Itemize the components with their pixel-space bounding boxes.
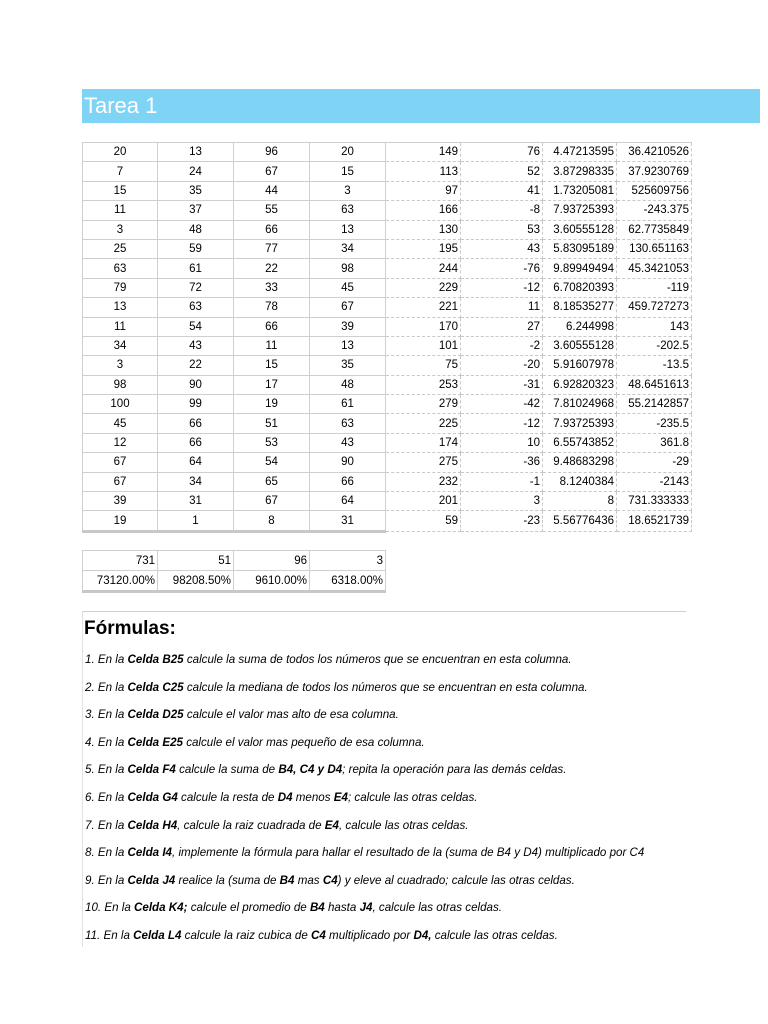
table-cell: 5.83095189: [543, 239, 617, 258]
table-cell: 66: [158, 433, 234, 452]
table-row: [83, 492, 692, 511]
table-cell: 143: [617, 317, 692, 336]
table-cell: 6.92820323: [543, 375, 617, 394]
table-cell: 361.8: [617, 433, 692, 452]
summary-row: [83, 551, 386, 571]
table-cell: 48: [310, 375, 386, 394]
table-cell: 27: [461, 317, 543, 336]
formula-text: 8. En la: [85, 846, 128, 860]
formula-text: calcule el valor mas pequeño de esa columna.: [182, 735, 425, 749]
formula-item: [85, 846, 644, 859]
table-cell: 8: [234, 511, 310, 531]
summary-cell: 3: [310, 551, 386, 571]
table-cell: 67: [83, 472, 158, 491]
formula-text: , calcule las otras celdas.: [372, 901, 503, 915]
data-table: [82, 142, 692, 533]
table-cell: 54: [158, 317, 234, 336]
table-cell: 96: [234, 143, 310, 162]
table-cell: 43: [310, 433, 386, 452]
page-title: Tarea 1: [84, 93, 158, 118]
table-cell: 6.70820393: [543, 278, 617, 297]
formula-item: [85, 901, 502, 914]
formula-text: 6. En la: [85, 791, 128, 804]
title-bar: [82, 89, 760, 123]
formula-item: [85, 681, 588, 694]
formula-text: 11. En la: [85, 929, 134, 942]
table-cell: 10: [461, 433, 543, 452]
table-cell: 61: [310, 395, 386, 414]
formula-text: ; calcule las otras celdas.: [347, 791, 478, 804]
table-cell: 9.89949494: [543, 259, 617, 278]
formula-text: 4. En la: [85, 735, 128, 749]
table-cell: 63: [310, 414, 386, 433]
table-row: [83, 414, 692, 433]
table-cell: 43: [461, 239, 543, 258]
formula-item: [85, 819, 468, 832]
table-row: [83, 143, 692, 162]
table-cell: 3.60555128: [543, 220, 617, 239]
table-cell: 35: [158, 181, 234, 200]
formula-text: multiplicado por: [325, 929, 414, 942]
formula-emphasis: Celda C25: [127, 680, 184, 694]
table-cell: 98: [310, 259, 386, 278]
formula-emphasis: E4: [333, 791, 348, 804]
table-cell: 52: [461, 162, 543, 181]
formula-item: [85, 708, 399, 721]
table-cell: 64: [158, 453, 234, 472]
table-cell: 7.93725393: [543, 201, 617, 220]
table-cell: 201: [386, 492, 461, 511]
formulas-heading: Fórmulas:: [84, 618, 176, 639]
table-cell: 98: [83, 375, 158, 394]
table-cell: 244: [386, 259, 461, 278]
table-row: [83, 278, 692, 297]
table-cell: 12: [83, 433, 158, 452]
table-cell: 67: [310, 298, 386, 317]
table-cell: 13: [158, 143, 234, 162]
formula-text: 5. En la: [85, 763, 128, 777]
table-cell: -23: [461, 511, 543, 531]
formula-emphasis: Celda D25: [127, 708, 184, 722]
table-cell: 279: [386, 395, 461, 414]
table-cell: 53: [234, 433, 310, 452]
table-cell: 6.244998: [543, 317, 617, 336]
table-cell: 3: [83, 356, 158, 375]
summary-cell: 9610.00%: [234, 571, 310, 592]
table-cell: 67: [234, 162, 310, 181]
table-cell: 31: [310, 511, 386, 531]
table-cell: 54: [234, 453, 310, 472]
formula-emphasis: C4: [310, 929, 326, 942]
table-row: [83, 511, 692, 531]
table-cell: -119: [617, 278, 692, 297]
summary-cell: 51: [158, 551, 234, 571]
table-cell: -29: [617, 453, 692, 472]
table-cell: 15: [83, 181, 158, 200]
table-cell: 221: [386, 298, 461, 317]
formula-emphasis: B4, C4 y D4: [278, 763, 343, 777]
table-cell: 149: [386, 143, 461, 162]
formula-text: , calcule las otras celdas.: [338, 818, 469, 832]
formula-text: calcule el valor mas alto de esa columna.: [183, 708, 399, 722]
table-cell: 44: [234, 181, 310, 200]
table-cell: 5.56776436: [543, 511, 617, 531]
table-cell: 166: [386, 201, 461, 220]
formula-text: calcule la mediana de todos los números que se encuentran en esta columna.: [183, 680, 588, 694]
table-cell: 34: [310, 239, 386, 258]
formula-emphasis: D4,: [413, 929, 432, 942]
table-cell: 65: [234, 472, 310, 491]
table-cell: 113: [386, 162, 461, 181]
formulas-section: [82, 611, 686, 947]
table-cell: 66: [158, 414, 234, 433]
table-cell: 15: [234, 356, 310, 375]
table-cell: 39: [83, 492, 158, 511]
table-cell: -202.5: [617, 336, 692, 355]
table-cell: 7.93725393: [543, 414, 617, 433]
table-cell: 459.727273: [617, 298, 692, 317]
table-cell: 130: [386, 220, 461, 239]
formula-emphasis: Celda B25: [127, 653, 184, 666]
table-cell: 55.2142857: [617, 395, 692, 414]
table-row: [83, 433, 692, 452]
table-cell: 130.651163: [617, 239, 692, 258]
table-cell: 35: [310, 356, 386, 375]
table-row: [83, 336, 692, 355]
table-cell: 11: [461, 298, 543, 317]
formula-item: [85, 736, 425, 749]
table-cell: 66: [234, 220, 310, 239]
table-cell: 62.7735849: [617, 220, 692, 239]
formula-emphasis: Celda G4: [127, 791, 178, 804]
table-cell: -12: [461, 414, 543, 433]
table-cell: 67: [234, 492, 310, 511]
table-cell: 19: [83, 511, 158, 531]
table-cell: 63: [83, 259, 158, 278]
formula-text: 3. En la: [85, 708, 128, 722]
table-cell: 59: [386, 511, 461, 531]
table-cell: 101: [386, 336, 461, 355]
summary-cell: 6318.00%: [310, 571, 386, 592]
table-cell: 51: [234, 414, 310, 433]
formula-text: calcule la raiz cubica de: [181, 929, 311, 942]
table-cell: 1: [158, 511, 234, 531]
table-cell: 33: [234, 278, 310, 297]
table-cell: 67: [83, 453, 158, 472]
formula-text: 7. En la: [85, 818, 128, 832]
table-cell: 99: [158, 395, 234, 414]
table-cell: 66: [310, 472, 386, 491]
table-cell: 15: [310, 162, 386, 181]
table-cell: 20: [310, 143, 386, 162]
table-cell: 79: [83, 278, 158, 297]
summary-cell: 73120.00%: [83, 571, 158, 592]
formula-text: , implemente la fórmula para hallar el resultado de la (suma de B4 y D4) multiplicado por C4: [172, 846, 645, 860]
table-cell: 78: [234, 298, 310, 317]
table-row: [83, 239, 692, 258]
table-row: [83, 181, 692, 200]
table-cell: 225: [386, 414, 461, 433]
table-cell: 63: [310, 201, 386, 220]
table-cell: 36.4210526: [617, 143, 692, 162]
formula-text: mas: [294, 873, 323, 887]
table-cell: 72: [158, 278, 234, 297]
table-cell: 37: [158, 201, 234, 220]
summary-table: [82, 550, 386, 593]
table-cell: 170: [386, 317, 461, 336]
table-cell: 90: [310, 453, 386, 472]
table-cell: 34: [83, 336, 158, 355]
table-row: [83, 375, 692, 394]
table-row: [83, 298, 692, 317]
formula-text: calcule la suma de: [175, 763, 279, 777]
table-cell: 39: [310, 317, 386, 336]
table-cell: 195: [386, 239, 461, 258]
table-cell: 41: [461, 181, 543, 200]
formula-emphasis: Celda K4;: [134, 901, 188, 915]
table-cell: 7: [83, 162, 158, 181]
table-cell: 3: [83, 220, 158, 239]
table-cell: 8.1240384: [543, 472, 617, 491]
table-row: [83, 259, 692, 278]
formula-text: calcule la suma de todos los números que se encuentran en esta columna.: [183, 653, 572, 666]
formula-text: calcule las otras celdas.: [431, 929, 558, 942]
formula-text: 1. En la: [85, 653, 128, 666]
table-cell: 43: [158, 336, 234, 355]
table-cell: 75: [386, 356, 461, 375]
table-cell: 13: [310, 220, 386, 239]
table-cell: -20: [461, 356, 543, 375]
table-cell: -8: [461, 201, 543, 220]
table-cell: 77: [234, 239, 310, 258]
table-cell: 13: [83, 298, 158, 317]
table-row: [83, 356, 692, 375]
table-cell: 53: [461, 220, 543, 239]
table-row: [83, 453, 692, 472]
formula-emphasis: C4: [322, 873, 338, 887]
summary-cell: 731: [83, 551, 158, 571]
table-cell: 20: [83, 143, 158, 162]
formula-emphasis: J4: [359, 901, 373, 915]
formula-emphasis: Celda E25: [127, 735, 183, 749]
table-cell: 25: [83, 239, 158, 258]
summary-cell: 96: [234, 551, 310, 571]
table-cell: 13: [310, 336, 386, 355]
table-cell: -2143: [617, 472, 692, 491]
table-cell: 229: [386, 278, 461, 297]
formula-text: hasta: [324, 901, 360, 915]
table-cell: 48.6451613: [617, 375, 692, 394]
formula-emphasis: Celda H4: [127, 818, 178, 832]
table-cell: 8: [543, 492, 617, 511]
formula-text: , calcule la raiz cuadrada de: [177, 818, 325, 832]
summary-row: [83, 571, 386, 592]
table-cell: 100: [83, 395, 158, 414]
formula-emphasis: E4: [324, 818, 339, 832]
summary-cell: 98208.50%: [158, 571, 234, 592]
table-cell: 253: [386, 375, 461, 394]
table-cell: 3: [310, 181, 386, 200]
table-cell: 731.333333: [617, 492, 692, 511]
table-cell: -243.375: [617, 201, 692, 220]
table-cell: 45: [310, 278, 386, 297]
formula-text: 10. En la: [85, 901, 134, 915]
formula-item: [85, 929, 558, 942]
table-cell: 66: [234, 317, 310, 336]
table-cell: 24: [158, 162, 234, 181]
formula-item: [85, 763, 566, 776]
table-cell: 76: [461, 143, 543, 162]
formula-text: ) y eleve al cuadrado; calcule las otras celdas.: [337, 873, 575, 887]
table-cell: -42: [461, 395, 543, 414]
table-cell: 3.60555128: [543, 336, 617, 355]
table-cell: -235.5: [617, 414, 692, 433]
table-row: [83, 317, 692, 336]
table-cell: 59: [158, 239, 234, 258]
table-cell: -76: [461, 259, 543, 278]
table-cell: 64: [310, 492, 386, 511]
table-cell: 97: [386, 181, 461, 200]
table-cell: -2: [461, 336, 543, 355]
table-cell: 275: [386, 453, 461, 472]
table-row: [83, 220, 692, 239]
formula-item: [85, 653, 572, 666]
formula-text: 9. En la: [85, 873, 128, 887]
table-cell: 9.48683298: [543, 453, 617, 472]
formula-emphasis: D4: [277, 791, 293, 804]
formula-text: realice la (suma de: [175, 873, 280, 887]
table-cell: 5.91607978: [543, 356, 617, 375]
table-cell: 7.81024968: [543, 395, 617, 414]
formula-emphasis: Celda L4: [133, 929, 182, 942]
table-cell: 3: [461, 492, 543, 511]
table-cell: 1.73205081: [543, 181, 617, 200]
table-cell: 11: [234, 336, 310, 355]
table-cell: 34: [158, 472, 234, 491]
table-cell: -36: [461, 453, 543, 472]
table-cell: 45.3421053: [617, 259, 692, 278]
table-cell: 45: [83, 414, 158, 433]
formula-text: ; repita la operación para las demás celdas.: [342, 763, 567, 777]
table-cell: 63: [158, 298, 234, 317]
table-row: [83, 395, 692, 414]
formula-text: calcule la resta de: [177, 791, 278, 804]
table-cell: -31: [461, 375, 543, 394]
formula-emphasis: Celda I4: [127, 846, 173, 860]
formula-emphasis: B4: [309, 901, 325, 915]
table-cell: 55: [234, 201, 310, 220]
table-cell: 37.9230769: [617, 162, 692, 181]
formula-item: [85, 791, 478, 804]
table-cell: 19: [234, 395, 310, 414]
table-cell: 8.18535277: [543, 298, 617, 317]
formula-item: [85, 874, 575, 887]
formula-emphasis: Celda J4: [127, 873, 176, 887]
table-cell: -13.5: [617, 356, 692, 375]
formula-text: menos: [292, 791, 334, 804]
table-cell: 11: [83, 201, 158, 220]
table-cell: 3.87298335: [543, 162, 617, 181]
table-cell: 18.6521739: [617, 511, 692, 531]
table-cell: 31: [158, 492, 234, 511]
table-cell: 48: [158, 220, 234, 239]
table-cell: 90: [158, 375, 234, 394]
formula-text: 2. En la: [85, 680, 128, 694]
table-cell: 61: [158, 259, 234, 278]
table-cell: 22: [158, 356, 234, 375]
table-cell: 525609756: [617, 181, 692, 200]
table-cell: 232: [386, 472, 461, 491]
table-cell: -12: [461, 278, 543, 297]
table-cell: 11: [83, 317, 158, 336]
table-row: [83, 162, 692, 181]
table-row: [83, 472, 692, 491]
table-cell: -1: [461, 472, 543, 491]
table-cell: 6.55743852: [543, 433, 617, 452]
table-cell: 174: [386, 433, 461, 452]
table-cell: 22: [234, 259, 310, 278]
table-cell: 17: [234, 375, 310, 394]
formula-emphasis: B4: [279, 873, 295, 887]
formula-text: calcule el promedio de: [187, 901, 310, 915]
table-row: [83, 201, 692, 220]
formula-emphasis: Celda F4: [127, 763, 176, 777]
table-cell: 4.47213595: [543, 143, 617, 162]
